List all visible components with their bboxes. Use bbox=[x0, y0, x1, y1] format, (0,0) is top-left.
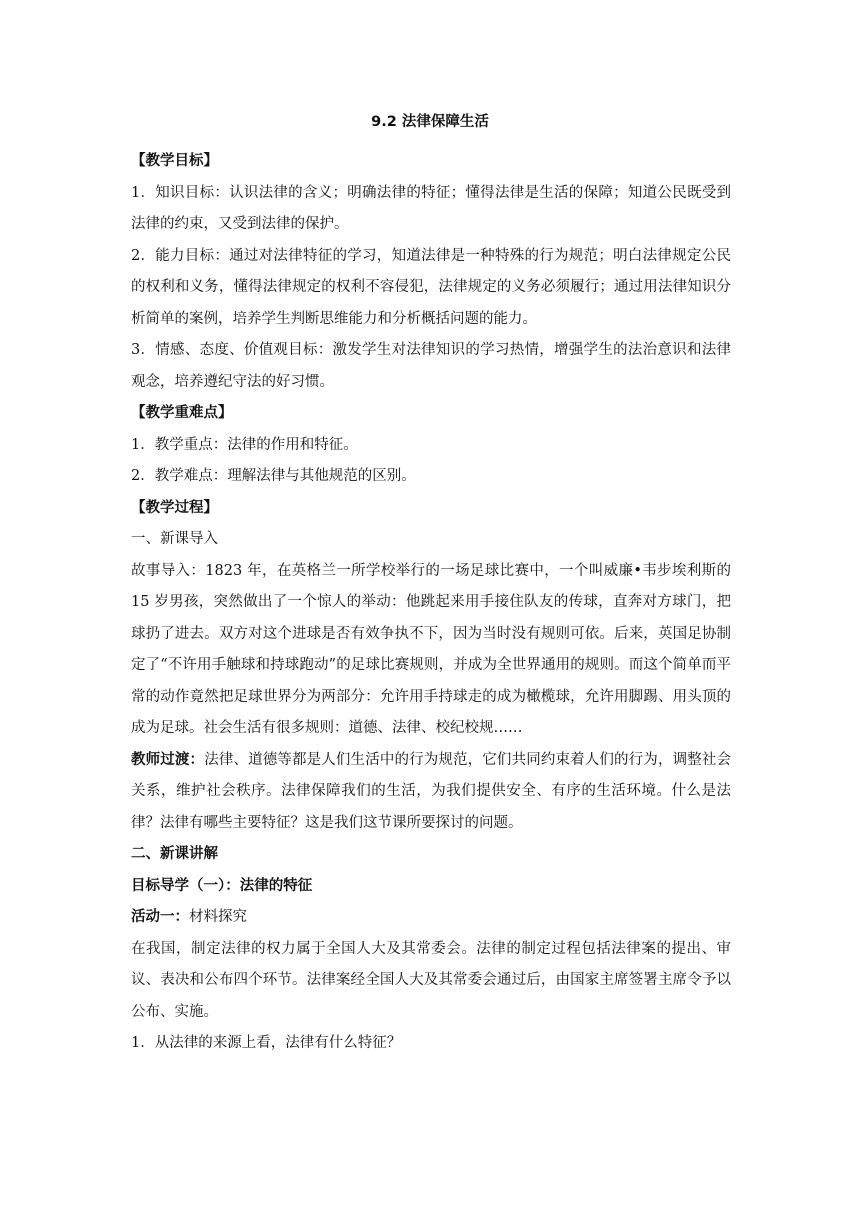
goal-ability: 2．能力目标：通过对法律特征的学习，知道法律是一种特殊的行为规范；明白法律规定公民的权利和义务，懂得法律规定的权利不容侵犯，法律规定的义务必须履行；通过用法律知识分析简单的案例，培养学生判断思维能力和分析概括问题的能力。 bbox=[131, 247, 731, 327]
story-paragraph: 故事导入：1823 年，在英格兰一所学校举行的一场足球比赛中，一个叫威廉•韦步埃利斯的 15 岁男孩，突然做出了一个惊人的举动：他跳起来用手接住队友的传球，直奔对方球门，把球扔了进去。双方对这个进球是否有效争执不下，因为当时没有规则可依。后来，英国足协制定了“不许用手触球和持球跑动”的足球比赛规则，并成为全世界通用的规则。而这个简单而平常的动作竟然把足球世界分为两部分：允许用手持球走的成为橄榄球，允许用脚踢、用头顶的成为足球。社会生活有很多规则：道德、法律、校纪校规…… bbox=[131, 562, 731, 736]
goal-emotion: 3．情感、态度、价值观目标：激发学生对法律知识的学习热情，增强学生的法治意识和法律观念，培养遵纪守法的好习惯。 bbox=[131, 342, 731, 390]
transition-text: 法律、道德等都是人们生活中的行为规范，它们共同约束着人们的行为，调整社会关系，维护社会秩序。法律保障我们的生活，为我们提供安全、有序的生活环境。什么是法律？法律有哪些主要特征？这是我们这节课所要探讨的问题。 bbox=[131, 751, 731, 831]
part1-heading: 一、新课导入 bbox=[131, 531, 218, 547]
material-paragraph: 在我国，制定法律的权力属于全国人大及其常委会。法律的制定过程包括法律案的提出、审议、表决和公布四个环节。法律案经全国人大及其常委会通过后，由国家主席签署主席令予以公布、实施。 bbox=[131, 940, 731, 1020]
guide1-heading: 目标导学（一）：法律的特征 bbox=[131, 877, 313, 894]
activity1-text: 材料探究 bbox=[189, 909, 247, 925]
transition-label: 教师过渡： bbox=[131, 751, 205, 768]
process-heading: 【教学过程】 bbox=[131, 499, 218, 516]
teacher-transition bbox=[131, 745, 731, 840]
key-point-difficulty: 2．教学难点：理解法律与其他规范的区别。 bbox=[131, 468, 416, 484]
goals-heading: 【教学目标】 bbox=[131, 153, 218, 169]
page-title: 9.2 法律保障生活 bbox=[371, 114, 489, 130]
key-point-focus: 1．教学重点：法律的作用和特征。 bbox=[131, 436, 358, 453]
part2-heading: 二、新课讲解 bbox=[131, 846, 218, 862]
key-points-heading: 【教学重难点】 bbox=[131, 405, 233, 421]
goal-knowledge: 1．知识目标：认识法律的含义；明确法律的特征；懂得法律是生活的保障；知道公民既受到法律的约束，又受到法律的保护。 bbox=[131, 184, 731, 232]
activity1 bbox=[131, 902, 731, 934]
document-body bbox=[131, 146, 731, 1060]
activity1-label: 活动一： bbox=[131, 909, 189, 925]
question-1: 1．从法律的来源上看，法律有什么特征？ bbox=[131, 1035, 402, 1051]
